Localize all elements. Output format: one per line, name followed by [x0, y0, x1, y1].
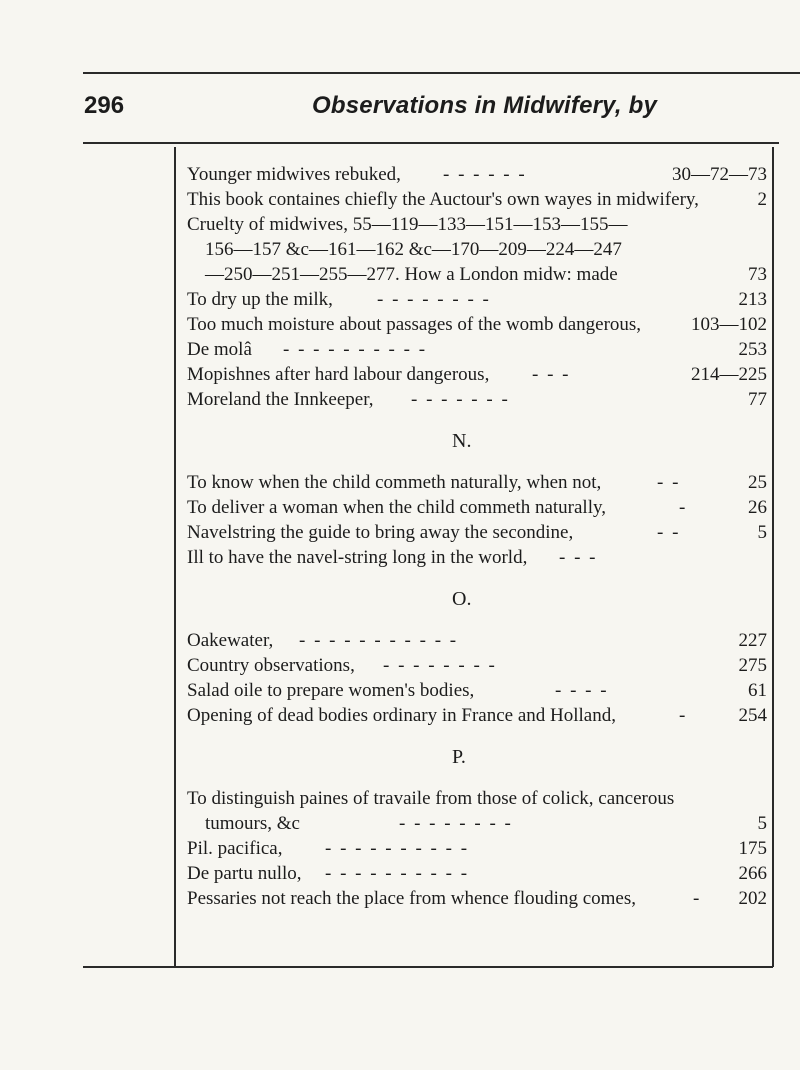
index-entry: [187, 495, 767, 520]
entry-text: Country observations,: [187, 655, 355, 676]
entry-text: Ill to have the navel-string long in the world,: [187, 547, 528, 568]
entry-text: Navelstring the guide to bring away the secondine,: [187, 522, 574, 543]
leader-dashes: - - - - - - - - - -: [325, 838, 470, 859]
entry-text: Too much moisture about passages of the womb dangerous,: [187, 314, 642, 335]
index-entry: [187, 836, 767, 861]
index-entry-continuation: [187, 262, 767, 287]
entry-text: Opening of dead bodies ordinary in France and Holland,: [187, 705, 616, 726]
entry-text: To distinguish paines of travaile from those of colick, cancerous: [187, 788, 675, 809]
page-reference: 253: [738, 339, 767, 360]
entry-text: Pessaries not reach the place from whence flouding comes,: [187, 888, 636, 909]
top-rule: [83, 72, 800, 74]
index-entry: [187, 786, 767, 811]
entry-text: This book containes chiefly the Auctour's own wayes in midwifery,: [187, 189, 699, 210]
leader-dashes: - - - - - -: [443, 164, 527, 185]
leader-dashes: - - - - - - - -: [377, 289, 491, 310]
entry-text: To know when the child commeth naturally, when not,: [187, 472, 602, 493]
leader-dashes: - - - -: [555, 680, 609, 701]
page-reference: 5: [757, 813, 767, 834]
page-reference: 213: [738, 289, 767, 310]
section-letter-n: N.: [452, 430, 472, 452]
page-reference: 175: [738, 838, 767, 859]
entry-text: 156—157 &c—161—162 &c—170—209—224—247: [205, 239, 622, 260]
running-title: Observations in Midwifery, by: [312, 92, 657, 119]
leader-dashes: - - - - - - -: [411, 389, 510, 410]
section-o-entries: [187, 628, 767, 728]
index-entry: [187, 187, 767, 212]
section-m-entries: [187, 162, 767, 412]
index-entry: [187, 337, 767, 362]
bottom-rule: [83, 966, 773, 968]
index-entry: [187, 312, 767, 337]
index-body: [187, 162, 767, 911]
index-entry: [187, 628, 767, 653]
index-entry: [187, 162, 767, 187]
leader-dashes: -: [679, 705, 688, 726]
entry-text: Moreland the Innkeeper,: [187, 389, 374, 410]
leader-dashes: - - - - - - - -: [383, 655, 497, 676]
entry-text: —250—251—255—277. How a London midw: made: [205, 264, 618, 285]
section-n-entries: [187, 470, 767, 570]
leader-dashes: -: [679, 497, 688, 518]
index-entry: [187, 212, 767, 237]
entry-text: Younger midwives rebuked,: [187, 164, 401, 185]
section-letter-o: O.: [452, 588, 472, 610]
left-margin-rule: [174, 147, 176, 967]
index-entry: [187, 287, 767, 312]
entry-text: Mopishnes after hard labour dangerous,: [187, 364, 490, 385]
right-margin-rule: [772, 147, 774, 967]
page-reference: 254: [738, 705, 767, 726]
index-entry-continuation: [187, 811, 767, 836]
entry-text: Cruelty of midwives, 55—119—133—151—153—155—: [187, 214, 628, 235]
header-rule: [83, 142, 779, 144]
page-reference: 227: [738, 630, 767, 651]
index-entry: [187, 520, 767, 545]
leader-dashes: - - - - - - - - - -: [283, 339, 428, 360]
entry-text: Salad oile to prepare women's bodies,: [187, 680, 475, 701]
entry-text: De molâ: [187, 339, 252, 360]
entry-text: Oakewater,: [187, 630, 274, 651]
leader-dashes: - - -: [559, 547, 598, 568]
page-reference: 61: [748, 680, 767, 701]
page-reference: 2: [757, 189, 767, 210]
entry-text: De partu nullo,: [187, 863, 302, 884]
page-reference: 25: [748, 472, 767, 493]
index-entry-continuation: [187, 237, 767, 262]
leader-dashes: - - - - - - - - - -: [325, 863, 470, 884]
page-reference: 275: [738, 655, 767, 676]
index-entry: [187, 653, 767, 678]
page-reference: 26: [748, 497, 767, 518]
page-reference: 77: [748, 389, 767, 410]
index-entry: [187, 861, 767, 886]
index-entry: [187, 678, 767, 703]
entry-text: Pil. pacifica,: [187, 838, 283, 859]
index-entry: [187, 886, 767, 911]
leader-dashes: - - - - - - - -: [399, 813, 513, 834]
leader-dashes: -: [693, 888, 702, 909]
page-reference: 30—72—73: [672, 164, 767, 185]
index-entry: [187, 703, 767, 728]
page-reference: 103—102: [691, 314, 767, 335]
leader-dashes: - - -: [532, 364, 571, 385]
entry-text: tumours, &c: [205, 813, 300, 834]
entry-text: To deliver a woman when the child commeth naturally,: [187, 497, 607, 518]
page-reference: 214—225: [691, 364, 767, 385]
leader-dashes: - - - - - - - - - - -: [299, 630, 459, 651]
page-reference: 202: [738, 888, 767, 909]
entry-text: To dry up the milk,: [187, 289, 333, 310]
index-entry: [187, 387, 767, 412]
page-reference: 73: [748, 264, 767, 285]
index-entry: [187, 470, 767, 495]
page-number: 296: [84, 92, 125, 119]
section-letter-p: P.: [452, 746, 466, 768]
section-p-entries: [187, 786, 767, 911]
page-reference: 266: [738, 863, 767, 884]
leader-dashes: - -: [657, 522, 681, 543]
page-reference: 5: [757, 522, 767, 543]
index-entry: [187, 362, 767, 387]
index-entry: [187, 545, 767, 570]
leader-dashes: - -: [657, 472, 681, 493]
